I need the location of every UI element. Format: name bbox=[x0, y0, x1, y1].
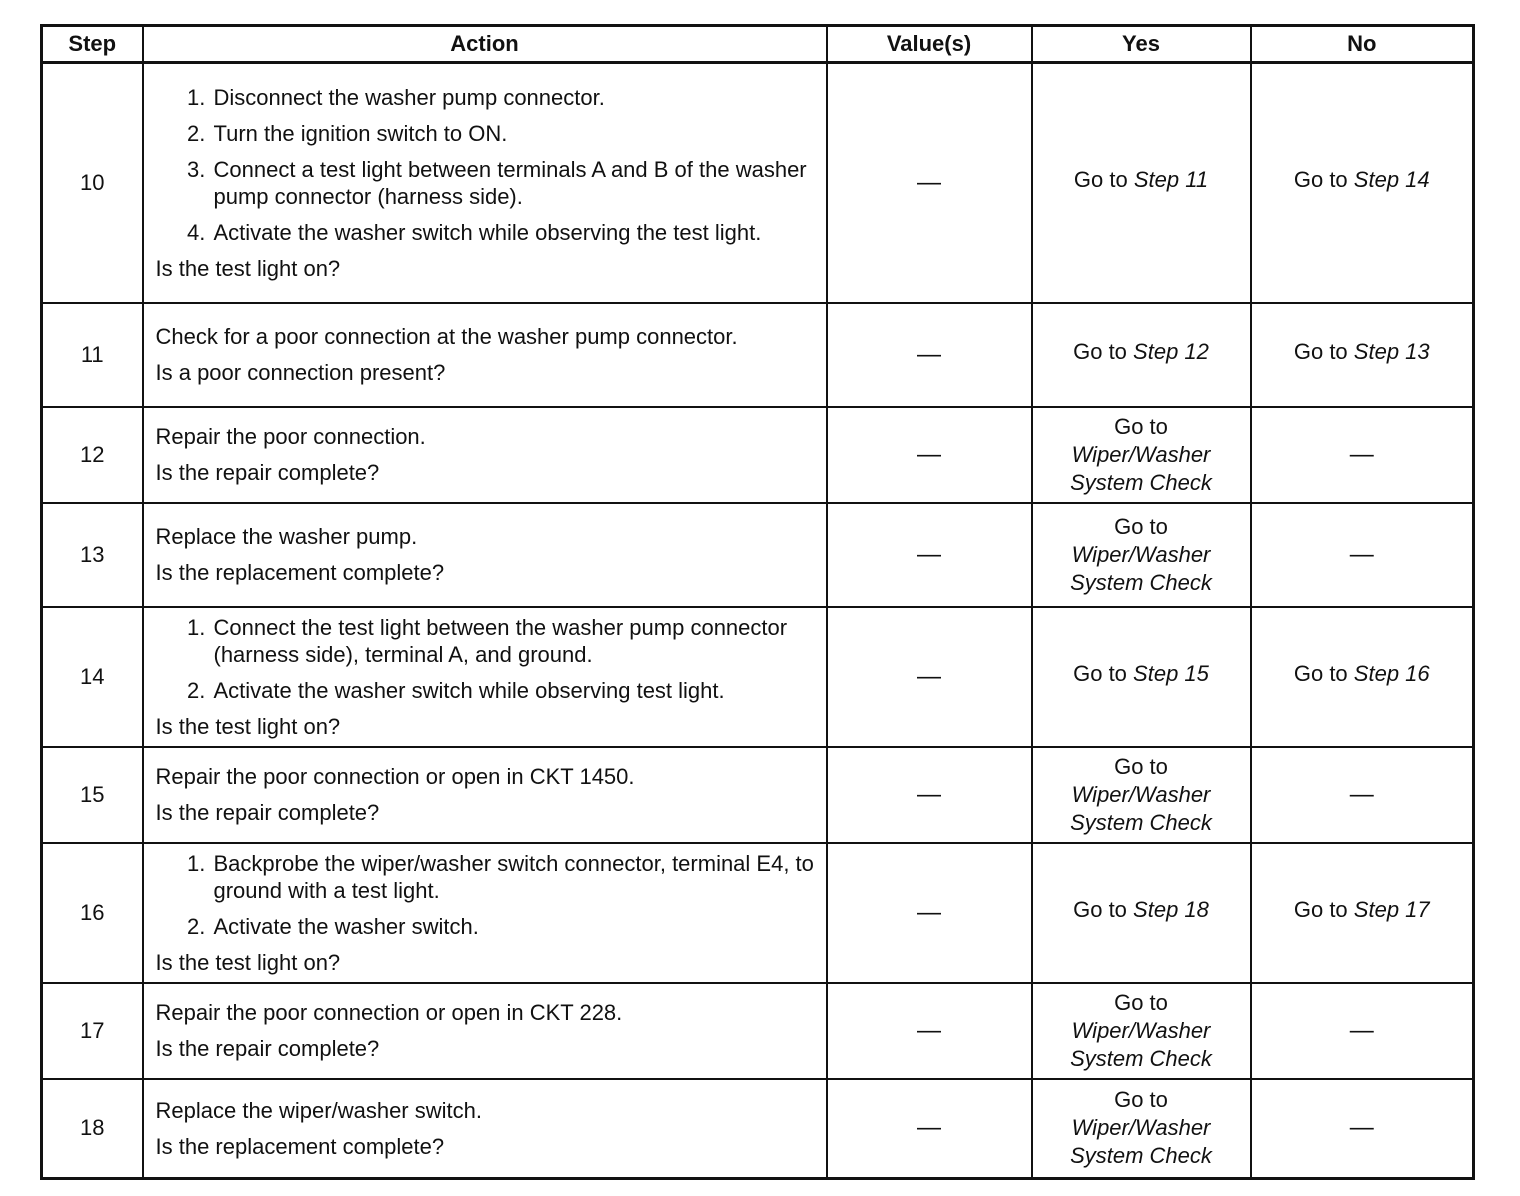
action-cell bbox=[143, 1079, 827, 1179]
action-question: Is the test light on? bbox=[155, 713, 341, 739]
header-no: No bbox=[1251, 26, 1474, 63]
go-to-label: Go to bbox=[1293, 166, 1348, 192]
go-to-label: Go to bbox=[1114, 413, 1168, 439]
action-question: Is the test light on? bbox=[155, 255, 341, 281]
step-number: 12 bbox=[42, 407, 143, 503]
action-text: Repair the poor connection or open in CKT 1450. bbox=[155, 764, 635, 789]
check-link-line: System Check bbox=[1070, 809, 1212, 835]
action-cell bbox=[143, 747, 827, 843]
no-cell: — bbox=[1251, 1079, 1474, 1179]
action-cell bbox=[143, 303, 827, 407]
action-cell bbox=[143, 407, 827, 503]
go-to-label: Go to bbox=[1114, 1087, 1168, 1113]
check-link-line: Wiper/Washer bbox=[1071, 781, 1211, 807]
check-link-line: System Check bbox=[1070, 1143, 1212, 1169]
no-step-ref[interactable]: Step 16 bbox=[1353, 660, 1430, 686]
value-cell: — bbox=[827, 1079, 1032, 1179]
table-row bbox=[42, 607, 1474, 747]
go-to-label: Go to bbox=[1114, 989, 1168, 1015]
go-to-label: Go to bbox=[1073, 166, 1128, 192]
yes-cell bbox=[1032, 607, 1251, 747]
table-row bbox=[42, 983, 1474, 1079]
action-list bbox=[156, 850, 818, 940]
action-question: Is the repair complete? bbox=[155, 800, 380, 825]
header-row bbox=[42, 26, 1474, 63]
check-link[interactable] bbox=[1070, 1018, 1212, 1071]
go-to-label: Go to bbox=[1073, 896, 1127, 922]
value-cell: — bbox=[827, 303, 1032, 407]
go-to-label: Go to bbox=[1114, 513, 1168, 539]
table-row bbox=[42, 407, 1474, 503]
check-link-line: System Check bbox=[1070, 569, 1212, 595]
value-cell: — bbox=[827, 407, 1032, 503]
step-number: 10 bbox=[42, 63, 143, 303]
header-yes: Yes bbox=[1032, 26, 1251, 63]
table-row bbox=[42, 303, 1474, 407]
action-cell bbox=[143, 983, 827, 1079]
no-cell bbox=[1251, 63, 1474, 303]
yes-cell bbox=[1032, 983, 1251, 1079]
no-cell bbox=[1251, 843, 1474, 983]
go-to-label: Go to bbox=[1293, 338, 1348, 364]
action-list-item: 1. Connect the test light between the washer pump connector (harness side), terminal A, and ground. bbox=[212, 614, 818, 668]
action-text: Replace the washer pump. bbox=[155, 524, 418, 549]
action-list-item: 2. Turn the ignition switch to ON. bbox=[212, 120, 818, 147]
check-link-line: Wiper/Washer bbox=[1071, 1017, 1211, 1043]
step-number: 16 bbox=[42, 843, 143, 983]
table-row bbox=[42, 63, 1474, 303]
action-cell bbox=[143, 607, 827, 747]
check-link-line: System Check bbox=[1070, 469, 1212, 495]
header-step: Step bbox=[42, 26, 143, 63]
action-cell bbox=[143, 63, 827, 303]
check-link-line: Wiper/Washer bbox=[1071, 541, 1211, 567]
yes-cell bbox=[1032, 843, 1251, 983]
check-link[interactable] bbox=[1070, 542, 1212, 595]
action-list bbox=[156, 84, 818, 246]
check-link-line: System Check bbox=[1070, 1045, 1212, 1071]
go-to-label: Go to bbox=[1073, 338, 1127, 364]
action-question: Is the test light on? bbox=[155, 949, 341, 975]
action-question: Is the repair complete? bbox=[155, 1036, 380, 1061]
action-list-item: 4. Activate the washer switch while observing the test light. bbox=[212, 219, 818, 246]
action-list-item: 2. Activate the washer switch while observing test light. bbox=[212, 677, 818, 704]
header-action: Action bbox=[143, 26, 827, 63]
action-list-item: 2. Activate the washer switch. bbox=[212, 913, 818, 940]
step-number: 11 bbox=[42, 303, 143, 407]
step-number: 18 bbox=[42, 1079, 143, 1179]
no-cell: — bbox=[1251, 503, 1474, 607]
go-to-label: Go to bbox=[1114, 753, 1168, 779]
action-question: Is a poor connection present? bbox=[155, 360, 446, 385]
action-question: Is the repair complete? bbox=[155, 460, 380, 485]
yes-cell bbox=[1032, 63, 1251, 303]
no-step-ref[interactable]: Step 13 bbox=[1353, 338, 1430, 364]
yes-step-ref[interactable]: Step 18 bbox=[1133, 896, 1209, 922]
check-link[interactable] bbox=[1070, 442, 1212, 495]
check-link-line: Wiper/Washer bbox=[1071, 441, 1211, 467]
yes-cell bbox=[1032, 1079, 1251, 1179]
yes-cell bbox=[1032, 303, 1251, 407]
yes-cell bbox=[1032, 503, 1251, 607]
table-row bbox=[42, 1079, 1474, 1179]
action-text: Check for a poor connection at the washer pump connector. bbox=[155, 324, 738, 349]
check-link[interactable] bbox=[1070, 1115, 1212, 1168]
yes-cell bbox=[1032, 407, 1251, 503]
action-text: Replace the wiper/washer switch. bbox=[155, 1097, 482, 1123]
value-cell: — bbox=[827, 503, 1032, 607]
value-cell: — bbox=[827, 843, 1032, 983]
go-to-label: Go to bbox=[1293, 660, 1348, 686]
table-row bbox=[42, 747, 1474, 843]
no-cell bbox=[1251, 303, 1474, 407]
check-link-line: Wiper/Washer bbox=[1071, 1115, 1211, 1141]
value-cell: — bbox=[827, 63, 1032, 303]
value-cell: — bbox=[827, 607, 1032, 747]
action-question: Is the replacement complete? bbox=[155, 560, 445, 585]
action-text: Repair the poor connection. bbox=[155, 424, 426, 449]
table-row bbox=[42, 503, 1474, 607]
step-number: 15 bbox=[42, 747, 143, 843]
yes-step-ref[interactable]: Step 12 bbox=[1133, 338, 1209, 364]
go-to-label: Go to bbox=[1293, 896, 1348, 922]
diagnostic-table bbox=[40, 24, 1475, 1180]
action-list-item: 3. Connect a test light between terminals A and B of the washer pump connector (harness side). bbox=[212, 156, 818, 210]
yes-step-ref[interactable]: Step 15 bbox=[1133, 660, 1209, 686]
step-number: 14 bbox=[42, 607, 143, 747]
check-link[interactable] bbox=[1070, 782, 1212, 835]
header-values: Value(s) bbox=[827, 26, 1032, 63]
action-cell bbox=[143, 503, 827, 607]
no-cell: — bbox=[1251, 407, 1474, 503]
action-list bbox=[156, 614, 818, 704]
action-list-item: 1. Disconnect the washer pump connector. bbox=[212, 84, 818, 111]
no-cell bbox=[1251, 607, 1474, 747]
action-text: Repair the poor connection or open in CKT 228. bbox=[155, 1000, 623, 1025]
go-to-label: Go to bbox=[1073, 660, 1127, 686]
no-cell: — bbox=[1251, 747, 1474, 843]
step-number: 17 bbox=[42, 983, 143, 1079]
yes-step-ref[interactable]: Step 11 bbox=[1133, 166, 1209, 192]
value-cell: — bbox=[827, 747, 1032, 843]
step-number: 13 bbox=[42, 503, 143, 607]
no-cell: — bbox=[1251, 983, 1474, 1079]
no-step-ref[interactable]: Step 14 bbox=[1353, 166, 1430, 192]
action-question: Is the replacement complete? bbox=[155, 1133, 445, 1159]
table-row bbox=[42, 843, 1474, 983]
action-cell bbox=[143, 843, 827, 983]
action-list-item: 1. Backprobe the wiper/washer switch connector, terminal E4, to ground with a test light. bbox=[212, 850, 818, 904]
no-step-ref[interactable]: Step 17 bbox=[1353, 896, 1430, 922]
yes-cell bbox=[1032, 747, 1251, 843]
value-cell: — bbox=[827, 983, 1032, 1079]
